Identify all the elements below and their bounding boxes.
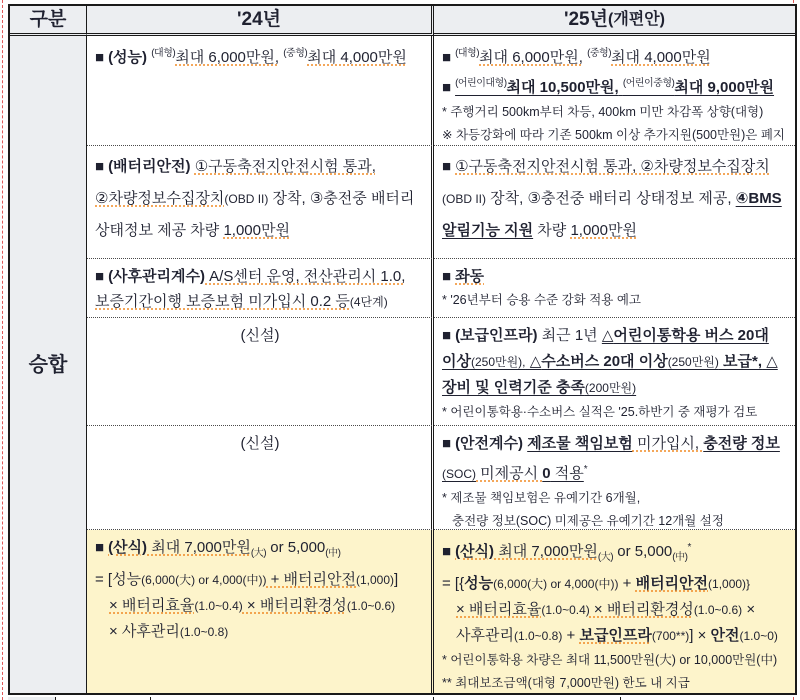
bullet-icon: ■ bbox=[95, 539, 105, 556]
footnote-marker: * bbox=[687, 542, 691, 553]
bullet-icon: ■ bbox=[442, 435, 452, 452]
cell-safety-2025 bbox=[434, 426, 795, 530]
formula-values: (1.0~0.8) bbox=[513, 629, 563, 643]
formula-battery-safety: 배터리안전 bbox=[635, 575, 709, 592]
formula-part: × 배터리환경성 bbox=[589, 601, 694, 618]
bullet-icon: ■ bbox=[442, 79, 452, 96]
header-2025-label: '25년 bbox=[563, 8, 608, 30]
infra-label: (보급인프라) bbox=[455, 327, 538, 344]
sub-mid: (中) bbox=[672, 552, 688, 563]
cell-aftercare-2024 bbox=[87, 259, 434, 318]
category-label: 승합 bbox=[28, 353, 68, 376]
formula-note-1: * 어린이통학용 차량은 최대 11,500만원(大) or 10,000만원(中) bbox=[442, 653, 778, 667]
formula-part: × 배터리환경성 bbox=[242, 597, 347, 614]
infra-item2-amount: (250만원) bbox=[667, 355, 719, 369]
product-liability-insurance: 제조물 책임보험 bbox=[527, 435, 633, 452]
cell-battery-2025 bbox=[434, 146, 795, 259]
formula-max-mid: or 5,000 bbox=[266, 539, 326, 556]
battery-requirements-cont: 장착, ③충전중 배터리 상태정보 제공, bbox=[486, 190, 736, 207]
formula-2024-line2 bbox=[95, 567, 425, 593]
amount-child-large: 최대 10,500만원, bbox=[506, 79, 619, 96]
battery-requirements-cont: 장착, ③충전중 배터리 상태정보 제공 차량 bbox=[95, 190, 415, 239]
formula-values: (1.0~0.6) bbox=[693, 603, 743, 617]
infra-2025-body bbox=[442, 323, 789, 401]
formula-plus: + bbox=[562, 627, 580, 644]
formula-2025-line1 bbox=[442, 535, 789, 571]
category-cell-seunghap bbox=[10, 36, 87, 693]
size-large-sup: (대형) bbox=[151, 48, 176, 59]
formula-values: (1,000) bbox=[356, 573, 395, 587]
formula-values: (1.0~0.4) bbox=[541, 603, 590, 617]
formula-plus: + bbox=[618, 575, 636, 592]
same-as-left: 좌동 bbox=[455, 268, 485, 285]
cell-infra-2024-new bbox=[87, 318, 434, 426]
infra-item-equipment: 장비 및 인력기준 충족 bbox=[442, 379, 585, 396]
delta-icon: △ bbox=[525, 353, 542, 370]
performance-2025-line2 bbox=[442, 71, 789, 101]
formula-performance: 성능 bbox=[464, 575, 494, 592]
formula-infra: 보급인프라 bbox=[579, 627, 652, 644]
performance-note-1: * 주행거리 500km부터 차등, 400km 미만 차감폭 상향(대형) bbox=[442, 105, 764, 119]
apply-text: 적용 bbox=[550, 465, 584, 482]
formula-bracket: = [{ bbox=[442, 575, 465, 592]
size-mid-sup: (중형) bbox=[587, 48, 612, 59]
amount-mid: 최대 4,000만원 bbox=[611, 49, 711, 66]
formula-values: (1.0~0.8) bbox=[179, 625, 229, 639]
subsidy-comparison-table bbox=[8, 4, 797, 695]
infra-supply-suffix: 보급*, bbox=[718, 353, 763, 370]
bms-alert-feature: ④BMS 알림기능 지원 bbox=[442, 190, 782, 239]
infra-item3-amount: (200만원) bbox=[584, 381, 637, 395]
bullet-icon: ■ bbox=[442, 543, 452, 560]
header-cell-2024 bbox=[87, 6, 434, 36]
formula-values: (700**) bbox=[651, 629, 690, 643]
performance-2025-line1 bbox=[442, 41, 789, 71]
formula-max-mid: or 5,000 bbox=[613, 543, 673, 560]
formula-values: (1.0~0) bbox=[739, 629, 778, 643]
infra-item-hydrogen-bus: 수소버스 20대 이상 bbox=[541, 353, 668, 370]
infra-note: * 어린이통학용·수소버스 실적은 '25.하반기 중 재평가 검토 bbox=[442, 405, 758, 419]
formula-part: × 배터리효율 bbox=[109, 597, 195, 614]
formula-part: + 배터리안전 bbox=[266, 571, 356, 588]
formula-values: (1.0~0.4) bbox=[194, 599, 243, 613]
bullet-icon: ■ bbox=[95, 49, 105, 66]
amount-mid: 최대 4,000만원 bbox=[307, 49, 407, 66]
aftercare-criteria: A/S센터 운영, 전산관리시 1.0, 보증기간이행 보증보험 미가입시 0.2 등 bbox=[95, 268, 406, 310]
cell-performance-2024 bbox=[87, 36, 434, 146]
size-child-mid-sup: (어린이중형) bbox=[622, 78, 675, 89]
formula-note-2: ** 최대보조금액(대형 7,000만원) 한도 내 지급 bbox=[442, 676, 690, 690]
formula-times: × bbox=[742, 601, 756, 618]
sub-mid: (中) bbox=[325, 548, 341, 559]
aftercare-label: (사후관리계수) bbox=[108, 268, 205, 285]
obd-label: (OBD II) bbox=[224, 192, 269, 206]
battery-requirements: ①구동축전지안전시험 통과, ②차량정보수집장치 bbox=[95, 158, 376, 207]
header-cell-category bbox=[10, 6, 87, 36]
formula-bracket: ] bbox=[394, 571, 399, 588]
battery-amount: 1,000만원 bbox=[570, 222, 637, 239]
formula-bracket: ] × bbox=[689, 627, 711, 644]
sub-large: (大) bbox=[250, 548, 267, 559]
performance-note-2: ※ 차등강화에 따라 기존 500km 이상 추가지원(500만원)은 폐지 bbox=[442, 128, 785, 142]
size-large-sup: (대형) bbox=[455, 48, 480, 59]
soc-abbrev: (SOC) bbox=[442, 467, 476, 481]
safety-note-1: * 제조물 책임보험은 유예기간 6개월, bbox=[442, 491, 641, 505]
cell-battery-2024 bbox=[87, 146, 434, 259]
safety-note-2: 충전량 정보(SOC) 미제공은 유예기간 12개월 설정 bbox=[452, 514, 724, 528]
formula-2025-line2 bbox=[442, 571, 789, 597]
cell-performance-2025 bbox=[434, 36, 795, 146]
size-child-large-sup: (어린이대형) bbox=[455, 78, 507, 89]
formula-2024-line3 bbox=[95, 593, 425, 619]
bullet-icon: ■ bbox=[442, 158, 452, 175]
cell-infra-2025 bbox=[434, 318, 795, 426]
new-establishment-label: (신설) bbox=[240, 435, 280, 452]
obd-label: (OBD II) bbox=[442, 192, 486, 206]
amount-large: 최대 6,000만원, bbox=[175, 49, 280, 66]
bullet-icon: ■ bbox=[442, 327, 452, 344]
header-2024-label: '24년 bbox=[236, 8, 281, 30]
formula-label: (산식) bbox=[108, 539, 148, 556]
aftercare-2025-line1 bbox=[442, 264, 789, 289]
soc-info: 충전량 정보 bbox=[703, 435, 780, 452]
formula-values: (1.0~0.6) bbox=[346, 599, 396, 613]
formula-values: (1,000)} bbox=[708, 577, 751, 591]
battery-label: (배터리안전) bbox=[108, 158, 191, 175]
cell-formula-2024 bbox=[87, 530, 434, 693]
amount-child-mid: 최대 9,000만원 bbox=[674, 79, 775, 96]
safety-2025-body bbox=[442, 431, 789, 487]
sub-large: (大) bbox=[597, 552, 614, 563]
page-margin-guide-left bbox=[2, 0, 3, 700]
formula-part: 사후관리 bbox=[456, 627, 514, 644]
cell-safety-2024-new bbox=[87, 426, 434, 530]
infra-item-school-bus: 어린이통학용 버스 20대 이상 bbox=[442, 327, 769, 370]
formula-label: (산식) bbox=[455, 543, 495, 560]
formula-max-large: 최대 7,000만원 bbox=[147, 539, 251, 556]
new-establishment-label: (신설) bbox=[240, 327, 280, 344]
aftercare-note: * '26년부터 승용 수준 강화 적용 예고 bbox=[442, 293, 641, 307]
formula-part: × 배터리효율 bbox=[456, 601, 542, 618]
not-provided-text: 미제공시 bbox=[476, 465, 543, 482]
formula-2025-line3 bbox=[442, 597, 789, 623]
safety-label: (안전계수) bbox=[455, 435, 524, 452]
not-enrolled-text: 미가입시, bbox=[632, 435, 704, 452]
battery-requirements: ①구동축전지안전시험 통과, ②차량정보수집장치 bbox=[455, 158, 770, 175]
cell-aftercare-2025 bbox=[434, 259, 795, 318]
header-category-label: 구분 bbox=[29, 8, 67, 30]
footnote-marker: * bbox=[583, 464, 588, 475]
infra-period: 최근 1년 bbox=[537, 327, 602, 344]
formula-part: × 사후관리 bbox=[109, 623, 180, 640]
amount-large: 최대 6,000만원, bbox=[479, 49, 583, 66]
formula-max-large: 최대 7,000만원 bbox=[494, 543, 598, 560]
formula-2024-line4 bbox=[95, 619, 425, 645]
size-mid-sup: (중형) bbox=[283, 48, 308, 59]
formula-values: (6,000(大) or 4,000(中)) bbox=[493, 577, 619, 591]
bullet-icon: ■ bbox=[95, 268, 105, 285]
formula-values: (6,000(大) or 4,000(中)) bbox=[141, 573, 267, 587]
battery-vehicle-text: 차량 bbox=[533, 222, 571, 239]
header-cell-2025 bbox=[434, 6, 795, 36]
bullet-icon: ■ bbox=[442, 268, 452, 285]
formula-2024-line1 bbox=[95, 535, 425, 567]
battery-amount: 1,000만원 bbox=[223, 222, 290, 239]
zero-factor: 0 bbox=[542, 465, 551, 482]
header-2025-suffix: (개편안) bbox=[607, 10, 666, 28]
bullet-icon: ■ bbox=[95, 158, 105, 175]
bullet-icon: ■ bbox=[442, 49, 452, 66]
infra-item1-amount: (250만원), bbox=[470, 355, 526, 369]
formula-part: = [성능 bbox=[95, 571, 142, 588]
aftercare-steps: (4단계) bbox=[349, 295, 388, 309]
performance-label: (성능) bbox=[108, 49, 148, 66]
delta-icon: △ bbox=[762, 353, 778, 370]
cell-formula-2025 bbox=[434, 530, 795, 693]
delta-icon: △ bbox=[601, 327, 614, 344]
formula-safety: 안전 bbox=[710, 627, 740, 644]
formula-2025-line4 bbox=[442, 623, 789, 649]
